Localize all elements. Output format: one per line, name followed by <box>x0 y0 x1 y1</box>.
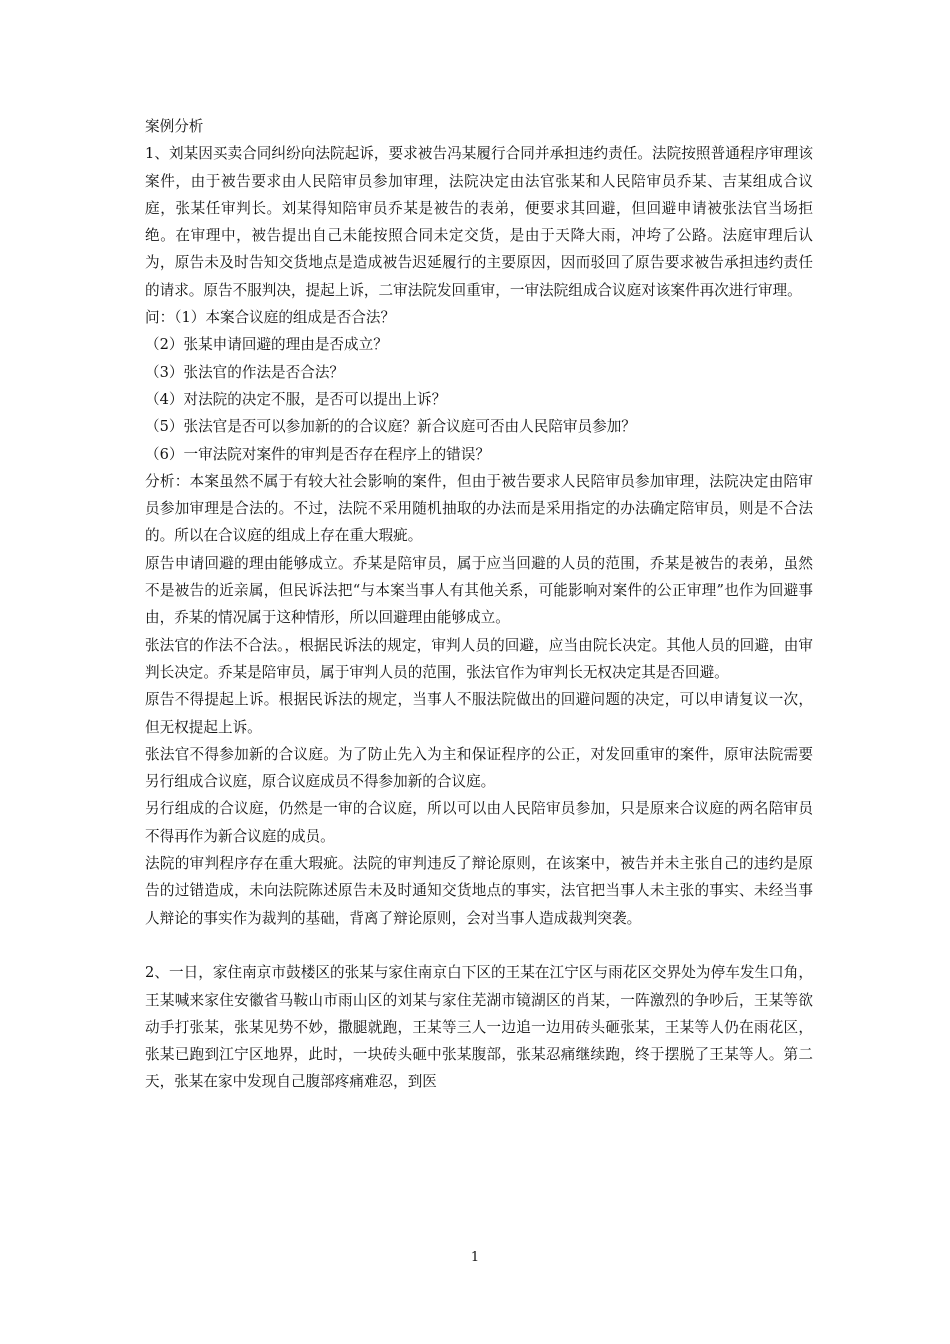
question-4: （4）对法院的决定不服，是否可以提出上诉？ <box>145 390 447 408</box>
question-1: 问：（1）本案合议庭的组成是否合法？ <box>145 309 396 327</box>
question-6: （6）一审法院对案件的审判是否存在程序上的错误？ <box>145 445 490 463</box>
analysis-paragraph-2: 原告申请回避的理由能够成立。乔某是陪审员，属于应当回避的人员的范围，乔某是被告的表弟，虽然不是被告的近亲属，但民诉法把“与本案当事人有其他关系，可能影响对案件的公正审理”也作为回避事由，乔某的情况属于这种情形，所以回避理由能够成立。 <box>145 554 813 627</box>
analysis-paragraph-4: 原告不得提起上诉。根据民诉法的规定，当事人不服法院做出的回避问题的决定，可以申请复议一次，但无权提起上诉。 <box>145 691 813 736</box>
analysis-paragraph-3: 张法官的作法不合法。，根据民诉法的规定，审判人员的回避，应当由院长决定。其他人员的回避，由审判长决定。乔某是陪审员，属于审判人员的范围，张法官作为审判长无权决定其是否回避。 <box>145 636 813 681</box>
page-number: 1 <box>470 1250 480 1265</box>
analysis-paragraph-5: 张法官不得参加新的合议庭。为了防止先入为主和保证程序的公正，对发回重审的案件，原审法院需要另行组成合议庭，原合议庭成员不得参加新的合议庭。 <box>145 745 813 791</box>
case-1-facts: 1、刘某因买卖合同纠纷向法院起诉，要求被告冯某履行合同并承担违约责任。法院按照普通程序审理该案件，由于被告要求由人民陪审员参加审理，法院决定由法官张某和人民陪审员乔某、吉某组成合议庭，张某任审判长。刘某得知陪审员乔某是被告的表弟，便要求其回避，但回避申请被张法官当场拒绝。在审理中，被告提出自己未能按照合同未定交货，是由于天降大雨，冲垮了公路。法庭审理后认为，原告未及时告知交货地点是造成被告迟延履行的主要原因，因而驳回了原告要求被告承担违约责任的请求。原告不服判决，提起上诉，二审法院发回重审，一审法院组成合议庭对该案件再次进行审理。 <box>145 145 813 299</box>
analysis-paragraph-1: 分析：本案虽然不属于有较大社会影响的案件，但由于被告要求人民陪审员参加审理，法院决定由陪审员参加审理是合法的。不过，法院不采用随机抽取的办法而是采用指定的办法确定陪审员，则是不合法的。所以在合议庭的组成上存在重大瑕疵。 <box>145 472 813 545</box>
analysis-paragraph-7: 法院的审判程序存在重大瑕疵。法院的审判违反了辩论原则，在该案中，被告并未主张自己的违约是原告的过错造成，未向法院陈述原告未及时通知交货地点的事实，法官把当事人未主张的事实、未经当事人辩论的事实作为裁判的基础，背离了辩论原则，会对当事人造成裁判突袭。 <box>145 855 813 927</box>
document-body <box>145 113 813 1096</box>
question-2: （2）张某申请回避的理由是否成立？ <box>145 336 388 354</box>
case-2-facts: 2、一日，家住南京市鼓楼区的张某与家住南京白下区的王某在江宁区与雨花区交界处为停车发生口角，王某喊来家住安徽省马鞍山市雨山区的刘某与家住芜湖市镜湖区的肖某，一阵激烈的争吵后，王某等欲动手打张某，张某见势不妙，撒腿就跑，王某等三人一边追一边用砖头砸张某，王某等人仍在雨花区，张某已跑到江宁区地界，此时，一块砖头砸中张某腹部，张某忍痛继续跑，终于摆脱了王某等人。第二天，张某在家中发现自己腹部疼痛难忍，到医 <box>145 964 813 1091</box>
blank-line <box>145 932 813 959</box>
question-5: （5）张法官是否可以参加新的的合议庭？新合议庭可否由人民陪审员参加？ <box>145 418 636 436</box>
analysis-paragraph-6: 另行组成的合议庭，仍然是一审的合议庭，所以可以由人民陪审员参加，只是原来合议庭的两名陪审员不得再作为新合议庭的成员。 <box>145 800 813 845</box>
section-heading: 案例分析 <box>145 118 204 135</box>
question-3: （3）张法官的作法是否合法？ <box>145 363 345 381</box>
